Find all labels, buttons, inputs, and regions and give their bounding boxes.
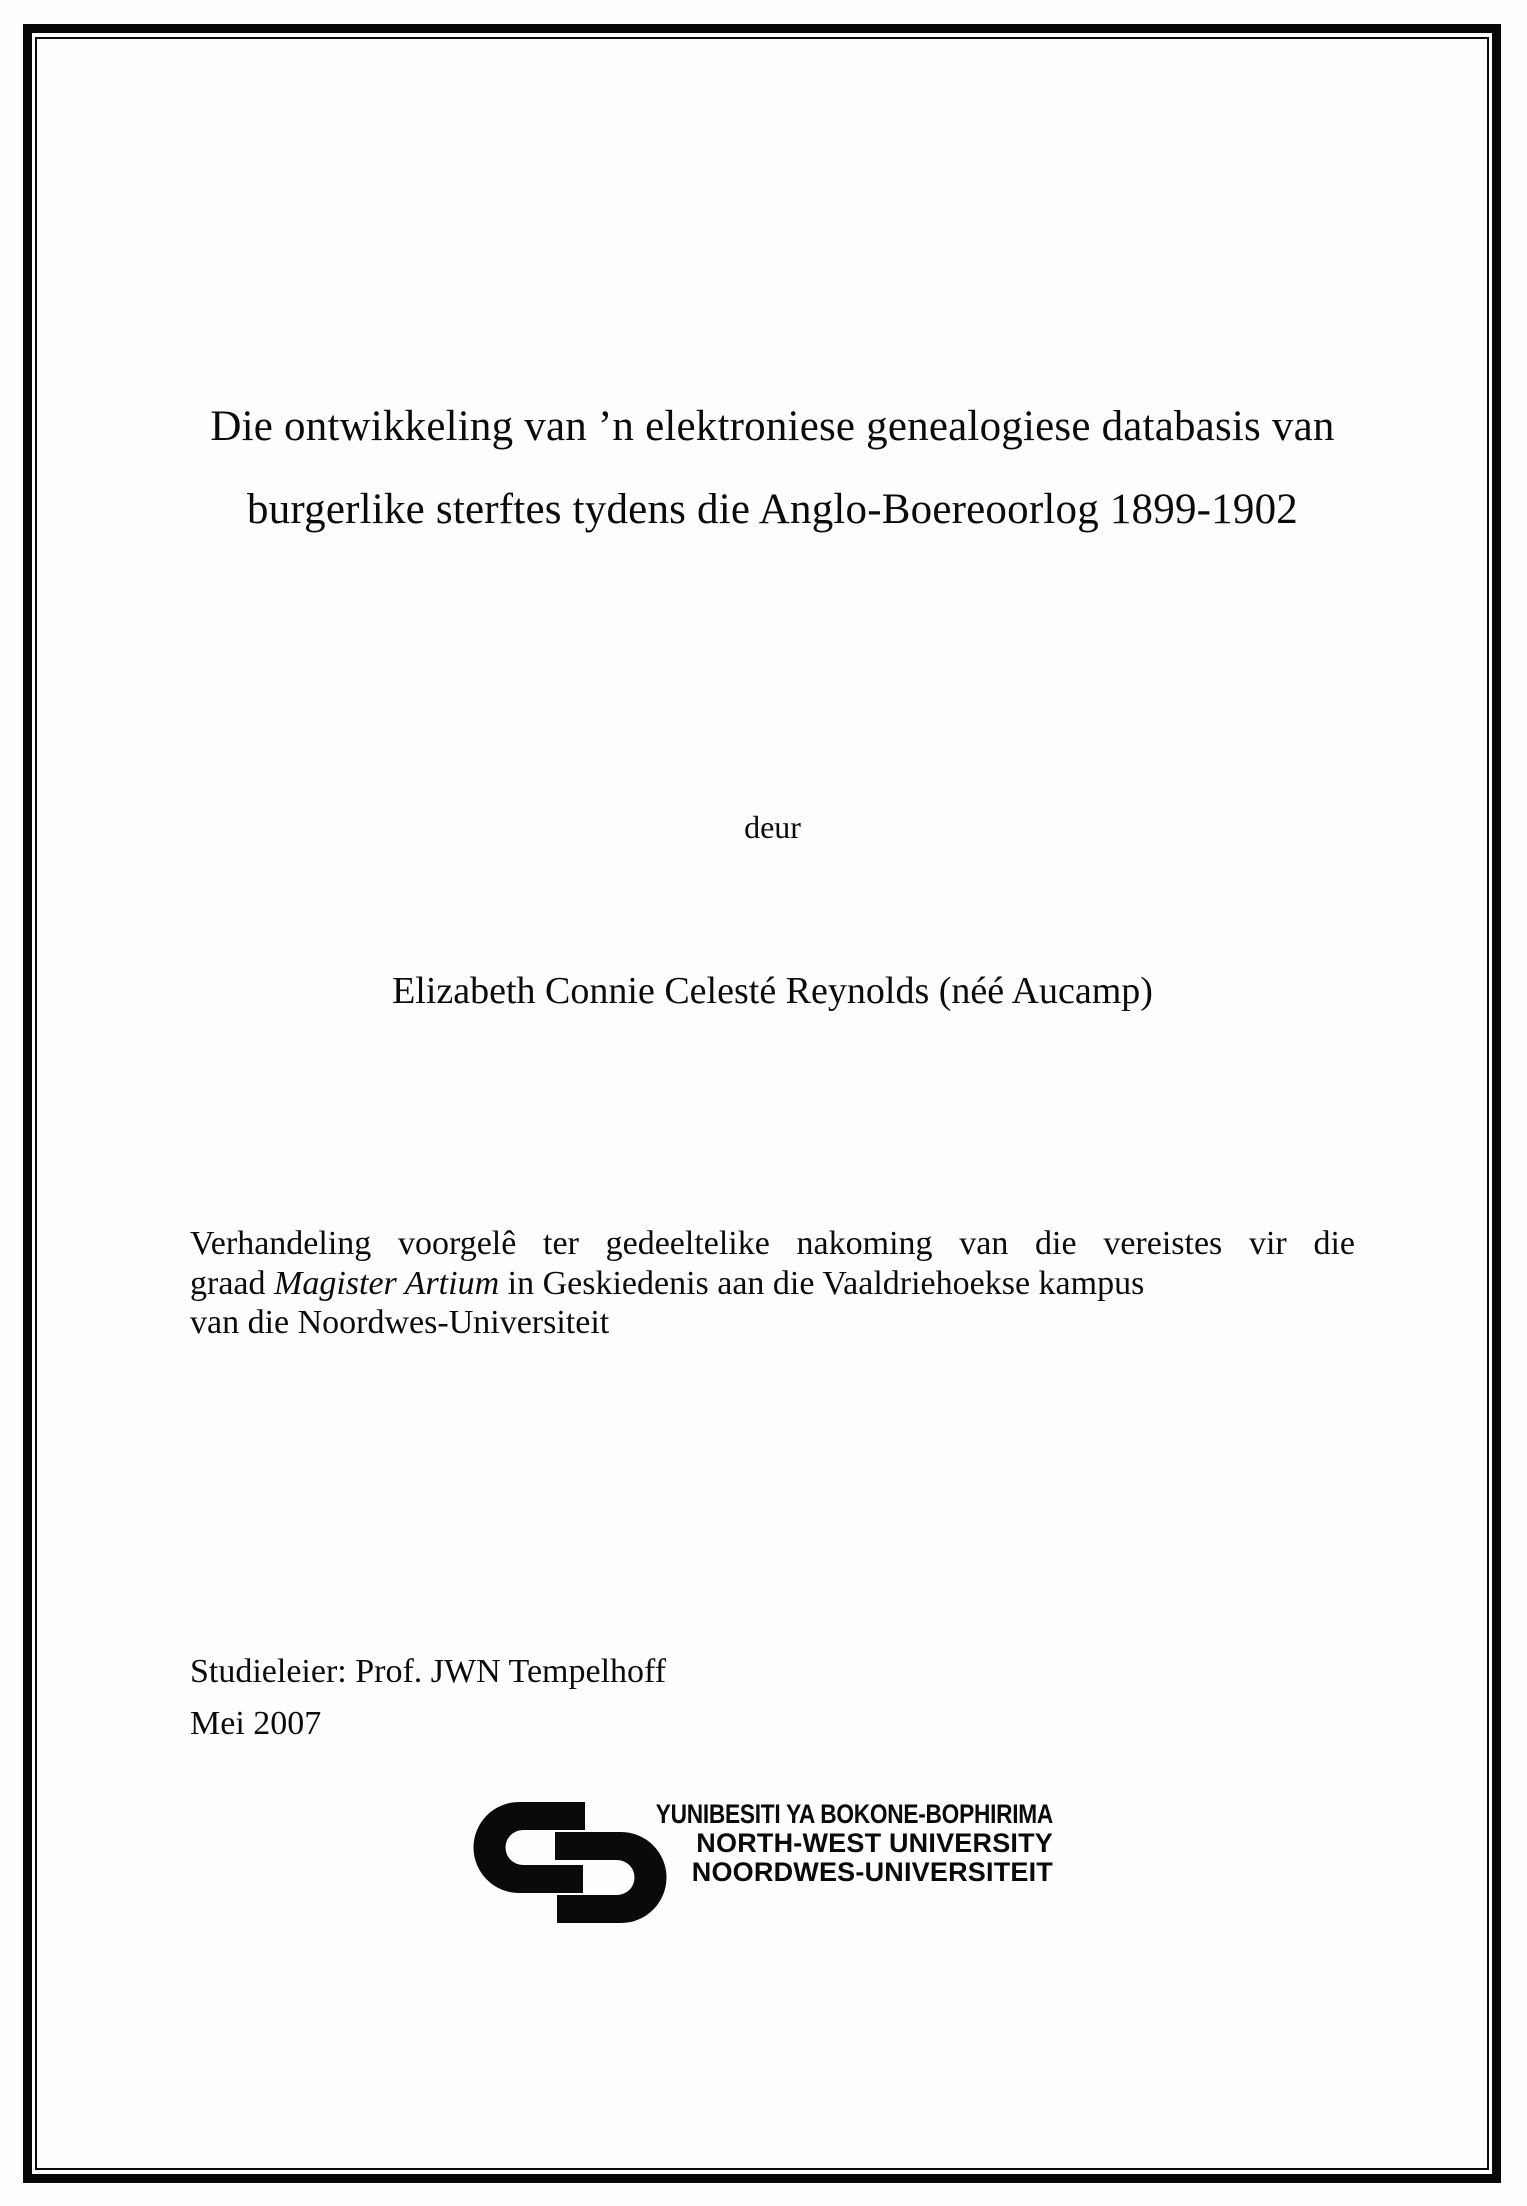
logo-wordmark-line-2: NORTH-WEST UNIVERSITY: [696, 1828, 1053, 1858]
logo-wordmark-line-1: YUNIBESITI YA BOKONE-BOPHIRIMA: [655, 1799, 1053, 1829]
university-logo-wordmark: [580, 1800, 1053, 1887]
byline: deur: [744, 809, 801, 845]
degree-name-italic: Magister Artium: [274, 1264, 500, 1302]
supervisor-line: Studieleier: Prof. JWN Tempelhoff: [190, 1653, 667, 1690]
logo-wordmark-line-3: NOORDWES-UNIVERSITEIT: [691, 1857, 1053, 1887]
degree-statement-line-2: [190, 1264, 1355, 1304]
author-name: Elizabeth Connie Celesté Reynolds (néé Aucamp): [392, 970, 1153, 1012]
university-logo: [473, 1800, 1053, 1925]
thesis-title: [190, 385, 1355, 551]
thesis-title-line-1: Die ontwikkeling van ’n elektroniese genealogiese databasis van: [210, 403, 1335, 450]
supervisor-block: [190, 1646, 666, 1750]
date-line: Mei 2007: [190, 1705, 322, 1742]
degree-statement-line-3: van die Noordwes-Universiteit: [190, 1304, 610, 1341]
degree-statement-line-1: Verhandeling voorgelê ter gedeeltelike nakoming van die vereistes vir die: [190, 1225, 1355, 1262]
degree-statement: [190, 1224, 1355, 1343]
degree-statement-line-2-prefix: graad: [190, 1264, 275, 1302]
thesis-title-line-2: burgerlike sterftes tydens die Anglo-Boereoorlog 1899-1902: [247, 486, 1298, 533]
degree-statement-line-2-suffix: in Geskiedenis aan die Vaaldriehoekse kampus: [499, 1264, 1145, 1302]
